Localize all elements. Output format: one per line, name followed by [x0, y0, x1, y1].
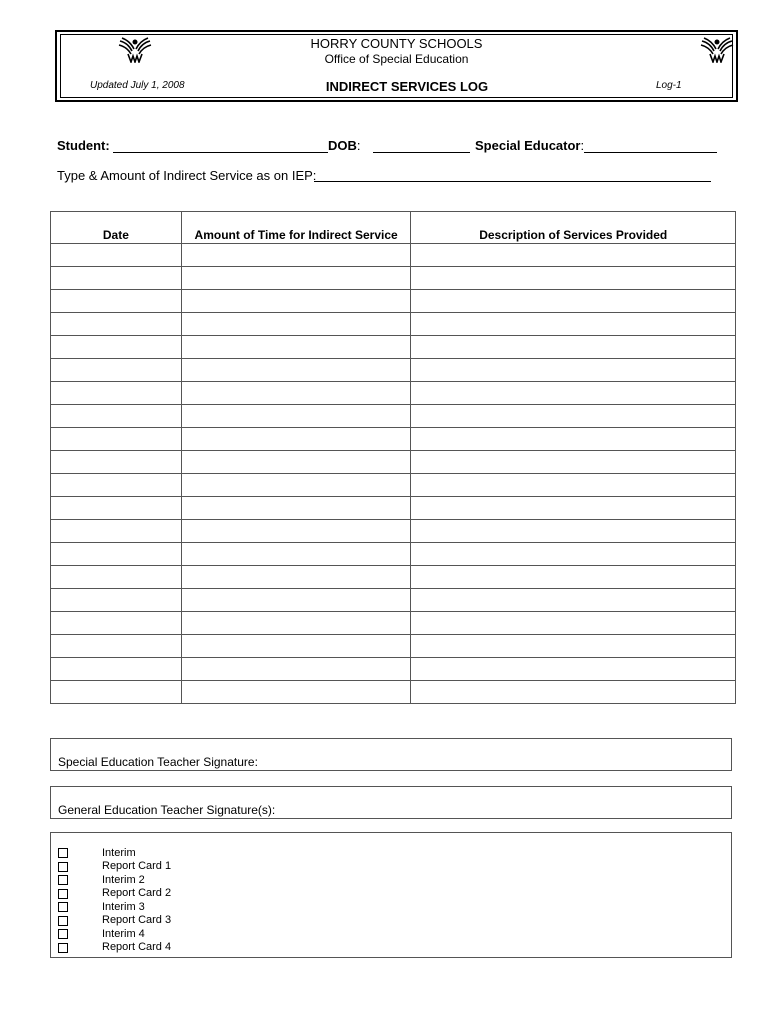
- amount-cell[interactable]: [181, 635, 411, 658]
- student-field[interactable]: [113, 152, 328, 153]
- date-cell[interactable]: [51, 382, 182, 405]
- office-name: Office of Special Education: [324, 52, 469, 66]
- date-cell[interactable]: [51, 520, 182, 543]
- amount-cell[interactable]: [181, 658, 411, 681]
- column-header-date: Date: [51, 212, 182, 244]
- table-row: [51, 681, 736, 704]
- form-number: Log-1: [656, 80, 682, 91]
- description-cell[interactable]: [411, 520, 736, 543]
- table-row: [51, 520, 736, 543]
- amount-cell[interactable]: [181, 336, 411, 359]
- table-row: [51, 543, 736, 566]
- column-header-description: Description of Services Provided: [411, 212, 736, 244]
- amount-cell[interactable]: [181, 612, 411, 635]
- amount-cell[interactable]: [181, 451, 411, 474]
- checkbox-interim-2[interactable]: [58, 875, 68, 885]
- description-cell[interactable]: [411, 382, 736, 405]
- table-row: [51, 267, 736, 290]
- amount-cell[interactable]: [181, 267, 411, 290]
- date-cell[interactable]: [51, 635, 182, 658]
- amount-cell[interactable]: [181, 589, 411, 612]
- period-label: Report Card 4: [102, 941, 172, 953]
- checkbox-interim-3[interactable]: [58, 902, 68, 912]
- table-row: [51, 612, 736, 635]
- date-cell[interactable]: [51, 497, 182, 520]
- checkbox-interim[interactable]: [58, 848, 68, 858]
- period-label: Interim: [102, 847, 136, 859]
- table-header-row: [51, 212, 736, 244]
- table-row: [51, 359, 736, 382]
- description-cell[interactable]: [411, 543, 736, 566]
- amount-cell[interactable]: [181, 497, 411, 520]
- date-cell[interactable]: [51, 658, 182, 681]
- amount-cell[interactable]: [181, 382, 411, 405]
- table-row: [51, 405, 736, 428]
- amount-cell[interactable]: [181, 681, 411, 704]
- general-ed-signature-label: General Education Teacher Signature(s):: [58, 803, 276, 817]
- column-header-amount: Amount of Time for Indirect Service: [181, 212, 411, 244]
- amount-cell[interactable]: [181, 244, 411, 267]
- description-cell[interactable]: [411, 589, 736, 612]
- special-ed-signature-label: Special Education Teacher Signature:: [58, 755, 258, 769]
- table-row: [51, 658, 736, 681]
- description-cell[interactable]: [411, 244, 736, 267]
- table-row: [51, 382, 736, 405]
- amount-cell[interactable]: [181, 520, 411, 543]
- table-row: [51, 474, 736, 497]
- checkbox-report-card-4[interactable]: [58, 943, 68, 953]
- date-cell[interactable]: [51, 566, 182, 589]
- table-row: [51, 244, 736, 267]
- table-row: [51, 313, 736, 336]
- dob-label: DOB:: [328, 138, 361, 153]
- amount-cell[interactable]: [181, 428, 411, 451]
- dob-field[interactable]: [373, 152, 470, 153]
- service-type-label: Type & Amount of Indirect Service as on IEP:: [57, 168, 317, 183]
- student-label: Student:: [57, 138, 110, 153]
- school-name: HORRY COUNTY SCHOOLS: [310, 36, 483, 51]
- date-cell[interactable]: [51, 290, 182, 313]
- amount-cell[interactable]: [181, 474, 411, 497]
- description-cell[interactable]: [411, 612, 736, 635]
- checkbox-report-card-3[interactable]: [58, 916, 68, 926]
- amount-cell[interactable]: [181, 313, 411, 336]
- table-row: [51, 290, 736, 313]
- date-cell[interactable]: [51, 451, 182, 474]
- table-row: [51, 635, 736, 658]
- table-row: [51, 497, 736, 520]
- description-cell[interactable]: [411, 405, 736, 428]
- description-cell[interactable]: [411, 635, 736, 658]
- description-cell[interactable]: [411, 359, 736, 382]
- date-cell[interactable]: [51, 405, 182, 428]
- date-cell[interactable]: [51, 359, 182, 382]
- log-table: [50, 211, 736, 704]
- period-label: Interim 4: [102, 928, 145, 940]
- description-cell[interactable]: [411, 267, 736, 290]
- period-label: Interim 2: [102, 874, 145, 886]
- log-table-body: [51, 244, 736, 704]
- date-cell[interactable]: [51, 267, 182, 290]
- description-cell[interactable]: [411, 497, 736, 520]
- amount-cell[interactable]: [181, 543, 411, 566]
- page-title: INDIRECT SERVICES LOG: [325, 79, 489, 94]
- updated-date: Updated July 1, 2008: [90, 80, 185, 91]
- table-row: [51, 336, 736, 359]
- date-cell[interactable]: [51, 612, 182, 635]
- period-label: Report Card 1: [102, 860, 172, 872]
- checkbox-report-card-2[interactable]: [58, 889, 68, 899]
- general-ed-signature-box[interactable]: [50, 786, 732, 819]
- table-row: [51, 589, 736, 612]
- educator-label: Special Educator:: [475, 138, 585, 153]
- description-cell[interactable]: [411, 336, 736, 359]
- description-cell[interactable]: [411, 428, 736, 451]
- description-cell[interactable]: [411, 313, 736, 336]
- service-type-field[interactable]: [314, 181, 711, 182]
- date-cell[interactable]: [51, 543, 182, 566]
- period-label: Interim 3: [102, 901, 145, 913]
- amount-cell[interactable]: [181, 290, 411, 313]
- amount-cell[interactable]: [181, 359, 411, 382]
- date-cell[interactable]: [51, 244, 182, 267]
- date-cell[interactable]: [51, 681, 182, 704]
- date-cell[interactable]: [51, 428, 182, 451]
- date-cell[interactable]: [51, 336, 182, 359]
- amount-cell[interactable]: [181, 405, 411, 428]
- table-row: [51, 451, 736, 474]
- checkbox-interim-4[interactable]: [58, 929, 68, 939]
- table-row: [51, 428, 736, 451]
- description-cell[interactable]: [411, 451, 736, 474]
- checkbox-report-card-1[interactable]: [58, 862, 68, 872]
- date-cell[interactable]: [51, 313, 182, 336]
- table-row: [51, 566, 736, 589]
- amount-cell[interactable]: [181, 566, 411, 589]
- period-label: Report Card 3: [102, 914, 172, 926]
- special-ed-signature-box[interactable]: [50, 738, 732, 771]
- description-cell[interactable]: [411, 474, 736, 497]
- date-cell[interactable]: [51, 474, 182, 497]
- description-cell[interactable]: [411, 658, 736, 681]
- educator-field[interactable]: [584, 152, 717, 153]
- period-label: Report Card 2: [102, 887, 172, 899]
- description-cell[interactable]: [411, 681, 736, 704]
- date-cell[interactable]: [51, 589, 182, 612]
- description-cell[interactable]: [411, 290, 736, 313]
- description-cell[interactable]: [411, 566, 736, 589]
